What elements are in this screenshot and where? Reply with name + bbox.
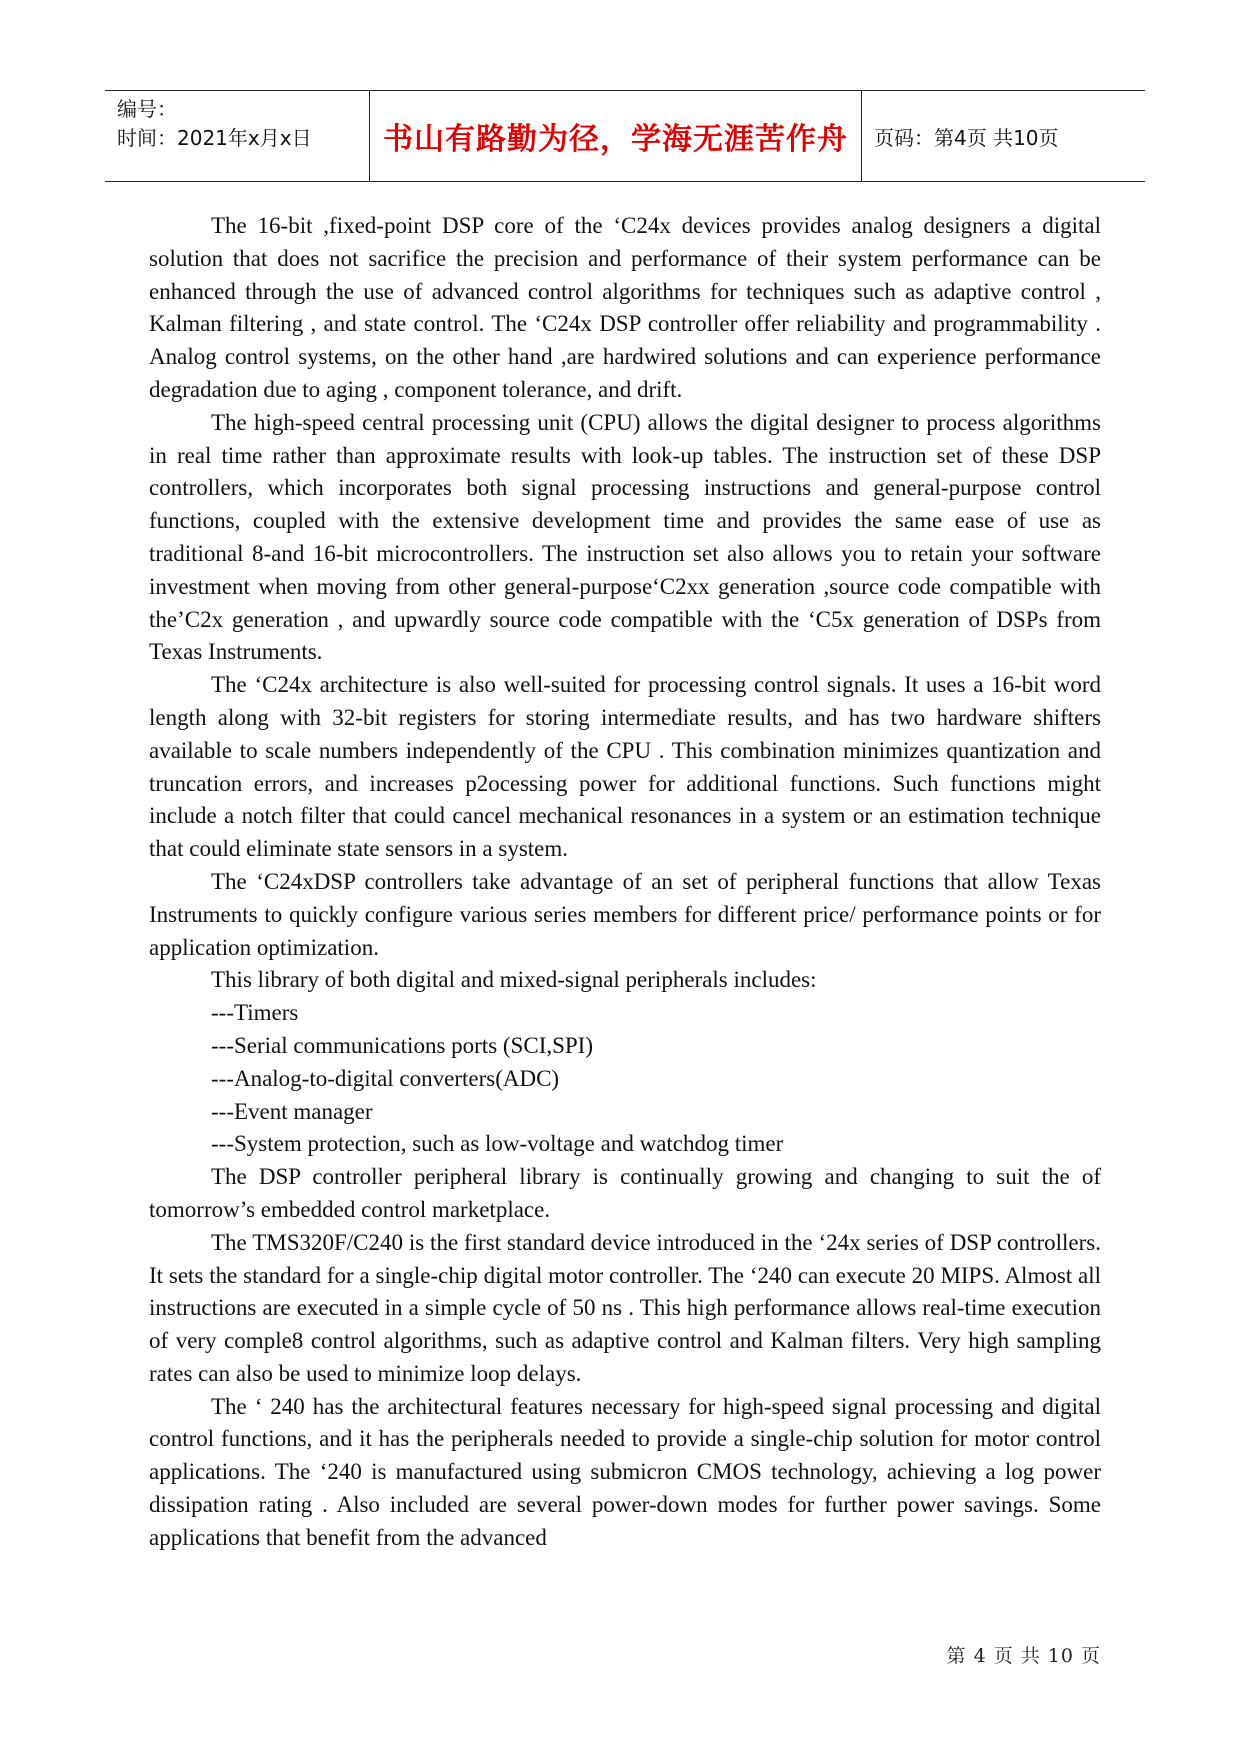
list-item: ---Serial communications ports (SCI,SPI) — [211, 1032, 594, 1058]
document-body — [149, 210, 1101, 1555]
list-item: ---Timers — [211, 1000, 299, 1026]
list-item: ---System protection, such as low-voltage and watchdog timer — [211, 1131, 784, 1157]
list-item: ---Analog-to-digital converters(ADC) — [211, 1065, 560, 1091]
paragraph: The TMS320F/C240 is the first standard device introduced in the ‘24x series of DSP controllers. It sets the standard for a single-chip digital motor controller. The ‘240 can execute 20 MIPS. Almost all instructions are executed in a simple cycle of 50 ns . This high performance allows real-time execution of very comple8 control algorithms, such as adaptive control and Kalman filters. Very high sampling rates can also be used to minimize loop delays. — [149, 1229, 1101, 1386]
list-item: ---Event manager — [211, 1098, 373, 1124]
paragraph: The 16-bit ,fixed-point DSP core of the ‘C24x devices provides analog designers a digital solution that does not sacrifice the precision and performance of their system performance can be enhanced through the use of advanced control algorithms for techniques such as adaptive control , Kalman filtering , and state control. The ‘C24x DSP controller offer reliability and programmability . Analog control systems, on the other hand ,are hardwired solutions and can experience performance degradation due to aging , component tolerance, and drift. — [149, 213, 1101, 402]
header-page-label: 页码：第4页 共10页 — [874, 125, 1059, 150]
header-motto: 书山有路勤为径，学海无涯苦作舟 — [370, 91, 862, 181]
document-number-label: 编号： — [117, 97, 177, 121]
paragraph: The DSP controller peripheral library is continually growing and changing to suit the of tomorrow’s embedded control marketplace. — [149, 1164, 1101, 1222]
document-time-label: 时间：2021年x月x日 — [117, 126, 312, 150]
page-footer: 第 4 页 共 10 页 — [946, 1645, 1101, 1667]
paragraph: The ‘ 240 has the architectural features necessary for high-speed signal processing and digital control functions, and it has the peripherals needed to provide a single-chip solution for motor control applications. The ‘240 is manufactured using submicron CMOS technology, achieving a log power dissipation rating . Also included are several power-down modes for further power savings. Some applications that benefit from the advanced — [149, 1393, 1101, 1550]
paragraph: The ‘C24x architecture is also well-suited for processing control signals. It uses a 16-bit word length along with 32-bit registers for storing intermediate results, and has two hardware shifters available to scale numbers independently of the CPU . This combination minimizes quantization and truncation errors, and increases p2ocessing power for additional functions. Such functions might include a notch filter that could cancel mechanical resonances in a system or an estimation technique that could eliminate state sensors in a system. — [149, 672, 1101, 862]
paragraph: The high-speed central processing unit (CPU) allows the digital designer to process algorithms in real time rather than approximate results with look-up tables. The instruction set of these DSP controllers, which incorporates both signal processing instructions and general-purpose control functions, coupled with the extensive development time and provides the same ease of use as traditional 8-and 16-bit microcontrollers. The instruction set also allows you to retain your software investment when moving from other general-purpose‘C2xx generation ,source code compatible with the’C2x generation , and upwardly source code compatible with the ‘C5x generation of DSPs from Texas Instruments. — [149, 409, 1101, 665]
header-left-cell — [105, 91, 370, 181]
paragraph: This library of both digital and mixed-signal peripherals includes: — [211, 967, 817, 993]
paragraph: The ‘C24xDSP controllers take advantage of an set of peripheral functions that allow Texas Instruments to quickly configure various series members for different price/ performance points or for application optimization. — [149, 868, 1101, 960]
header-table — [105, 90, 1145, 182]
